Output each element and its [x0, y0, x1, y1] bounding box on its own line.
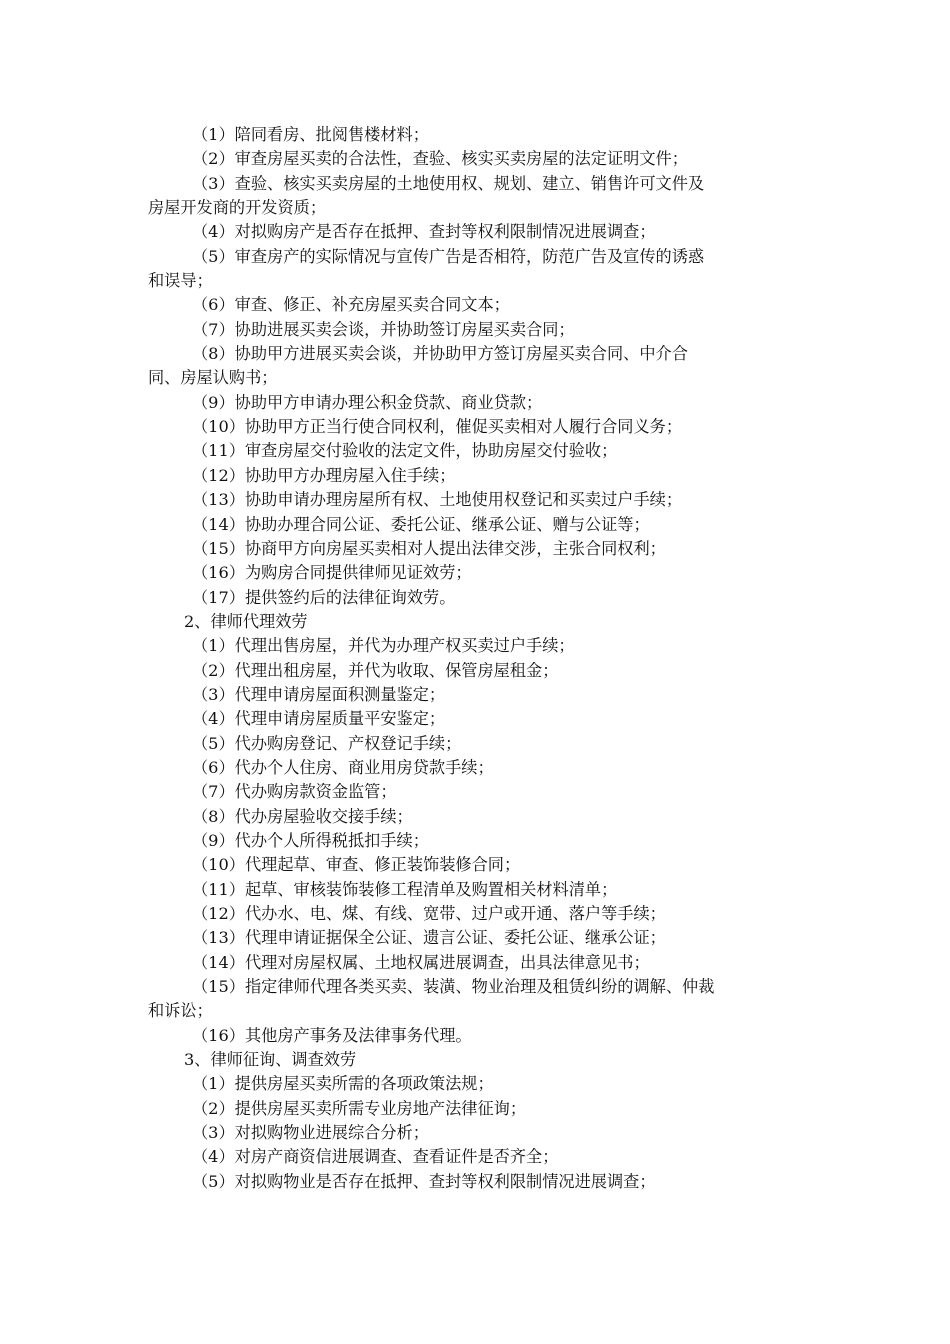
list-item: （4）对房产商资信进展调查、查看证件是否齐全； — [192, 1147, 559, 1167]
list-item: （5）对拟购物业是否存在抵押、查封等权利限制情况进展调查； — [192, 1171, 656, 1191]
list-item: （7）协助进展买卖会谈，并协助签订房屋买卖合同； — [192, 319, 575, 339]
section-heading: 2、律师代理效劳 — [184, 611, 308, 631]
list-item: （6）审查、修正、补充房屋买卖合同文本； — [192, 295, 510, 315]
list-item: （10）代理起草、审查、修正装饰装修合同； — [192, 855, 521, 875]
list-item: （11）审查房屋交付验收的法定文件，协助房屋交付验收； — [192, 441, 618, 461]
list-item: （1）提供房屋买卖所需的各项政策法规； — [192, 1074, 494, 1094]
list-item: （17）提供签约后的法律征询效劳。 — [192, 587, 456, 607]
list-item: （15）协商甲方向房屋买卖相对人提出法律交涉，主张合同权利； — [192, 538, 666, 558]
list-item: （14）协助办理合同公证、委托公证、继承公证、赠与公证等； — [192, 514, 650, 534]
list-item: （13）代理申请证据保全公证、遗言公证、委托公证、继承公证； — [192, 928, 666, 948]
list-item: （2）代理出租房屋，并代为收取、保管房屋租金； — [192, 660, 559, 680]
list-item: （2）提供房屋买卖所需专业房地产法律征询； — [192, 1098, 527, 1118]
list-item: （13）协助申请办理房屋所有权、土地使用权登记和买卖过户手续； — [192, 490, 683, 510]
list-item: （5）审查房产的实际情况与宣传广告是否相符，防范广告及宣传的诱惑 — [192, 246, 705, 266]
list-item-continuation: 和误导； — [148, 271, 213, 291]
list-item: （15）指定律师代理各类买卖、装潢、物业治理及租赁纠纷的调解、仲裁 — [192, 977, 715, 997]
list-item: （9）协助甲方申请办理公积金贷款、商业贷款； — [192, 392, 543, 412]
list-item: （1）陪同看房、批阅售楼材料； — [192, 125, 429, 144]
list-item: （8）协助甲方进展买卖会谈，并协助甲方签订房屋买卖合同、中介合 — [192, 344, 688, 364]
list-item: （9）代办个人所得税抵扣手续； — [192, 830, 429, 850]
list-item: （7）代办购房款资金监管； — [192, 782, 397, 802]
list-item: （16）为购房合同提供律师见证效劳； — [192, 563, 472, 583]
list-item: （8）代办房屋验收交接手续； — [192, 806, 413, 826]
document-body — [148, 123, 808, 1194]
section-heading: 3、律师征询、调查效劳 — [184, 1050, 357, 1070]
list-item: （4）对拟购房产是否存在抵押、查封等权利限制情况进展调查； — [192, 222, 656, 242]
list-item: （4）代理申请房屋质量平安鉴定； — [192, 709, 446, 729]
list-item: （2）审查房屋买卖的合法性，查验、核实买卖房屋的法定证明文件； — [192, 149, 688, 169]
list-item-continuation: 房屋开发商的开发资质； — [148, 198, 327, 218]
list-item: （12）协助甲方办理房屋入住手续； — [192, 465, 456, 485]
list-item: （1）代理出售房屋，并代为办理产权买卖过户手续； — [192, 636, 575, 656]
list-item: （16）其他房产事务及法律事务代理。 — [192, 1025, 472, 1045]
list-item: （14）代理对房屋权属、土地权属进展调查，出具法律意见书； — [192, 952, 650, 972]
list-item: （10）协助甲方正当行使合同权利，催促买卖相对人履行合同义务； — [192, 417, 683, 437]
list-item: （5）代办购房登记、产权登记手续； — [192, 733, 462, 753]
list-item-continuation: 和诉讼； — [148, 1001, 213, 1021]
list-item: （11）起草、审核装饰装修工程清单及购置相关材料清单； — [192, 879, 618, 899]
list-item: （3）对拟购物业进展综合分析； — [192, 1123, 429, 1143]
list-item: （3）查验、核实买卖房屋的土地使用权、规划、建立、销售许可文件及 — [192, 173, 705, 193]
list-item: （12）代办水、电、煤、有线、宽带、过户或开通、落户等手续； — [192, 904, 666, 923]
list-item: （3）代理申请房屋面积测量鉴定； — [192, 684, 446, 704]
list-item: （6）代办个人住房、商业用房贷款手续； — [192, 757, 494, 777]
list-item-continuation: 同、房屋认购书； — [148, 368, 278, 388]
